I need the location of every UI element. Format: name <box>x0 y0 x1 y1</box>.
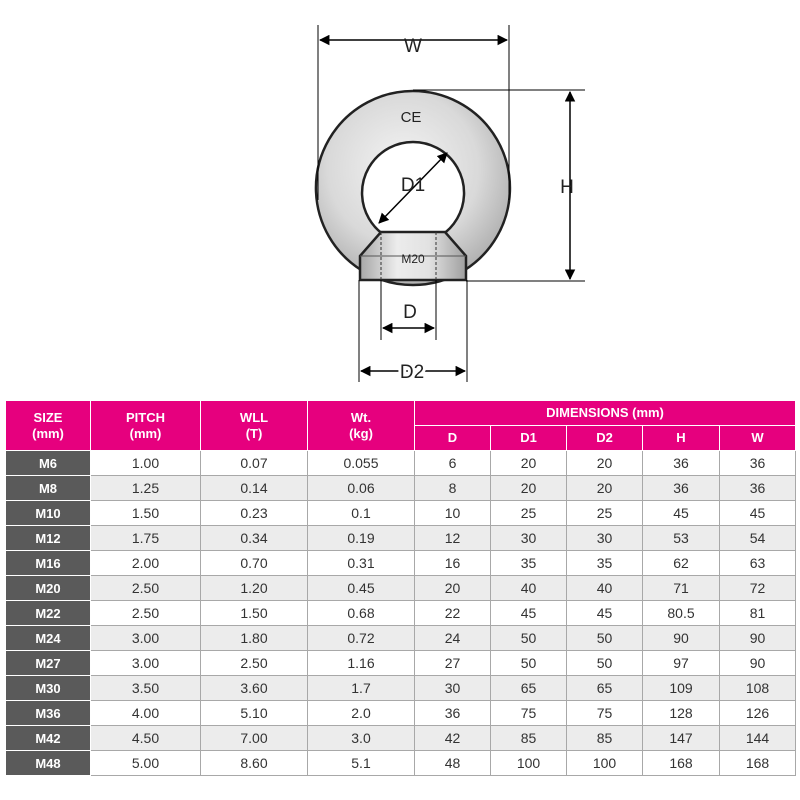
header-wll-line2: (T) <box>245 425 263 441</box>
h-label: H <box>560 177 574 198</box>
cell-size: M22 <box>6 601 91 626</box>
cell-h: 62 <box>643 551 720 576</box>
cell-d: 27 <box>415 651 491 676</box>
header-weight-line2: (kg) <box>349 425 373 441</box>
cell-pitch: 1.25 <box>91 476 201 501</box>
cell-size: M6 <box>6 451 91 476</box>
cell-d: 22 <box>415 601 491 626</box>
header-size-line2: (mm) <box>32 425 64 441</box>
cell-pitch: 2.00 <box>91 551 201 576</box>
cell-wll: 3.60 <box>201 676 308 701</box>
cell-d2: 25 <box>567 501 643 526</box>
cell-d1: 100 <box>491 751 567 776</box>
cell-size: M36 <box>6 701 91 726</box>
table-row <box>6 476 796 501</box>
header-w: W <box>720 426 796 451</box>
table-row <box>6 551 796 576</box>
cell-wll: 2.50 <box>201 651 308 676</box>
cell-wll: 0.14 <box>201 476 308 501</box>
cell-d: 10 <box>415 501 491 526</box>
cell-d: 36 <box>415 701 491 726</box>
header-wll-line1: WLL <box>239 409 269 425</box>
header-pitch-line2: (mm) <box>129 425 162 441</box>
cell-size: M27 <box>6 651 91 676</box>
cell-h: 36 <box>643 476 720 501</box>
cell-w: 36 <box>720 476 796 501</box>
table-row <box>6 726 796 751</box>
cell-wll: 8.60 <box>201 751 308 776</box>
cell-d: 24 <box>415 626 491 651</box>
cell-wll: 0.07 <box>201 451 308 476</box>
cell-size: M24 <box>6 626 91 651</box>
cell-pitch: 1.50 <box>91 501 201 526</box>
cell-wt: 2.0 <box>308 701 415 726</box>
cell-pitch: 3.00 <box>91 626 201 651</box>
table-row <box>6 576 796 601</box>
cell-size: M48 <box>6 751 91 776</box>
cell-w: 45 <box>720 501 796 526</box>
cell-pitch: 3.00 <box>91 651 201 676</box>
cell-wll: 0.34 <box>201 526 308 551</box>
cell-wt: 1.7 <box>308 676 415 701</box>
cell-d: 48 <box>415 751 491 776</box>
cell-pitch: 1.75 <box>91 526 201 551</box>
table-row <box>6 501 796 526</box>
cell-d2: 50 <box>567 626 643 651</box>
cell-h: 97 <box>643 651 720 676</box>
cell-wll: 1.80 <box>201 626 308 651</box>
cell-d2: 30 <box>567 526 643 551</box>
cell-d1: 50 <box>491 626 567 651</box>
cell-h: 71 <box>643 576 720 601</box>
d2-label: D2 <box>399 362 425 383</box>
cell-wll: 1.50 <box>201 601 308 626</box>
cell-size: M16 <box>6 551 91 576</box>
cell-pitch: 5.00 <box>91 751 201 776</box>
cell-w: 144 <box>720 726 796 751</box>
specifications-table-body <box>6 451 796 776</box>
cell-w: 168 <box>720 751 796 776</box>
cell-h: 53 <box>643 526 720 551</box>
table-row <box>6 526 796 551</box>
cell-d2: 20 <box>567 451 643 476</box>
cell-d2: 75 <box>567 701 643 726</box>
specifications-table <box>5 400 796 776</box>
thread-mark-label: M20 <box>401 252 425 266</box>
cell-d1: 45 <box>491 601 567 626</box>
cell-d1: 35 <box>491 551 567 576</box>
cell-d: 42 <box>415 726 491 751</box>
header-d1: D1 <box>491 426 567 451</box>
cell-d2: 65 <box>567 676 643 701</box>
cell-d2: 35 <box>567 551 643 576</box>
header-weight <box>308 401 415 451</box>
cell-d1: 20 <box>491 451 567 476</box>
cell-d1: 85 <box>491 726 567 751</box>
cell-d1: 40 <box>491 576 567 601</box>
header-d: D <box>415 426 491 451</box>
cell-size: M12 <box>6 526 91 551</box>
cell-d: 20 <box>415 576 491 601</box>
cell-pitch: 3.50 <box>91 676 201 701</box>
cell-h: 147 <box>643 726 720 751</box>
header-pitch <box>91 401 201 451</box>
cell-wt: 0.055 <box>308 451 415 476</box>
cell-pitch: 1.00 <box>91 451 201 476</box>
header-weight-line1: Wt. <box>350 409 372 425</box>
cell-wll: 7.00 <box>201 726 308 751</box>
ce-mark: CE <box>400 109 422 126</box>
eye-nut-diagram <box>0 0 800 395</box>
cell-d2: 20 <box>567 476 643 501</box>
cell-d: 16 <box>415 551 491 576</box>
cell-w: 90 <box>720 626 796 651</box>
w-label: W <box>404 36 422 57</box>
cell-pitch: 4.00 <box>91 701 201 726</box>
cell-d1: 75 <box>491 701 567 726</box>
cell-h: 109 <box>643 676 720 701</box>
cell-d2: 85 <box>567 726 643 751</box>
cell-d2: 40 <box>567 576 643 601</box>
cell-wt: 0.1 <box>308 501 415 526</box>
d1-label: D1 <box>400 175 426 196</box>
table-row <box>6 451 796 476</box>
cell-w: 36 <box>720 451 796 476</box>
header-h: H <box>643 426 720 451</box>
cell-wll: 0.70 <box>201 551 308 576</box>
table-row <box>6 601 796 626</box>
cell-w: 126 <box>720 701 796 726</box>
cell-wt: 0.06 <box>308 476 415 501</box>
cell-w: 81 <box>720 601 796 626</box>
cell-h: 168 <box>643 751 720 776</box>
table-row <box>6 751 796 776</box>
header-size <box>6 401 91 451</box>
cell-wll: 5.10 <box>201 701 308 726</box>
cell-wt: 0.19 <box>308 526 415 551</box>
cell-wt: 0.68 <box>308 601 415 626</box>
cell-d2: 45 <box>567 601 643 626</box>
cell-d1: 65 <box>491 676 567 701</box>
cell-d1: 20 <box>491 476 567 501</box>
cell-size: M8 <box>6 476 91 501</box>
cell-d: 6 <box>415 451 491 476</box>
cell-size: M42 <box>6 726 91 751</box>
cell-pitch: 2.50 <box>91 601 201 626</box>
cell-d2: 100 <box>567 751 643 776</box>
cell-wt: 3.0 <box>308 726 415 751</box>
cell-h: 45 <box>643 501 720 526</box>
cell-h: 80.5 <box>643 601 720 626</box>
header-pitch-line1: PITCH <box>126 409 165 425</box>
cell-h: 36 <box>643 451 720 476</box>
table-row <box>6 701 796 726</box>
cell-w: 108 <box>720 676 796 701</box>
cell-wll: 1.20 <box>201 576 308 601</box>
cell-d: 30 <box>415 676 491 701</box>
cell-d: 8 <box>415 476 491 501</box>
table-row <box>6 651 796 676</box>
cell-wt: 0.72 <box>308 626 415 651</box>
cell-w: 63 <box>720 551 796 576</box>
table-row <box>6 626 796 651</box>
cell-size: M30 <box>6 676 91 701</box>
cell-h: 128 <box>643 701 720 726</box>
cell-d: 12 <box>415 526 491 551</box>
header-d2: D2 <box>567 426 643 451</box>
cell-size: M20 <box>6 576 91 601</box>
cell-h: 90 <box>643 626 720 651</box>
table-row <box>6 676 796 701</box>
header-wll <box>201 401 308 451</box>
cell-pitch: 2.50 <box>91 576 201 601</box>
cell-d1: 50 <box>491 651 567 676</box>
cell-wt: 0.45 <box>308 576 415 601</box>
cell-w: 90 <box>720 651 796 676</box>
cell-d1: 25 <box>491 501 567 526</box>
cell-wt: 5.1 <box>308 751 415 776</box>
cell-w: 72 <box>720 576 796 601</box>
cell-wt: 1.16 <box>308 651 415 676</box>
d-label: D <box>403 302 417 323</box>
cell-size: M10 <box>6 501 91 526</box>
header-dimensions: DIMENSIONS (mm) <box>415 401 796 426</box>
cell-wll: 0.23 <box>201 501 308 526</box>
cell-wt: 0.31 <box>308 551 415 576</box>
cell-d2: 50 <box>567 651 643 676</box>
cell-w: 54 <box>720 526 796 551</box>
cell-d1: 30 <box>491 526 567 551</box>
cell-pitch: 4.50 <box>91 726 201 751</box>
header-size-line1: SIZE <box>33 409 63 425</box>
